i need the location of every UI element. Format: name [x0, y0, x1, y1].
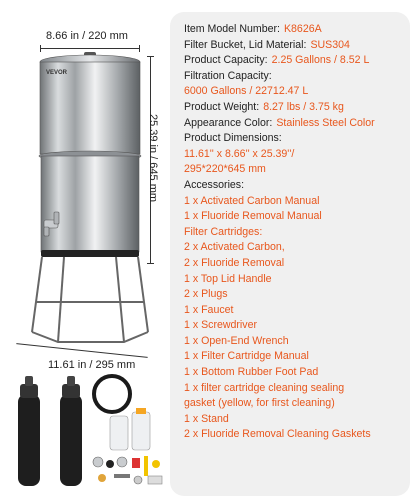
height-label: 25.39 in / 645 mm — [147, 113, 159, 203]
accessory-item: 2 x Activated Carbon, — [184, 241, 285, 254]
accessories-image — [14, 372, 170, 496]
accessory-item: 2 x Fluoride Removal — [184, 256, 285, 269]
spec-color-label: Appearance Color: — [184, 116, 273, 129]
spec-capacity-value: 2.25 Gallons / 8.52 L — [271, 54, 370, 67]
specifications-card — [170, 12, 410, 496]
spec-dimensions-value-1: 11.61'' x 8.66'' x 25.39''/ — [184, 147, 295, 160]
accessory-item: 1 x Activated Carbon Manual — [184, 194, 320, 207]
accessory-item: 1 x filter cartridge cleaning sealing — [184, 381, 345, 394]
accessory-item: 2 x Fluoride Removal Cleaning Gaskets — [184, 428, 371, 441]
accessory-item: 1 x Filter Cartridge Manual — [184, 350, 309, 363]
spec-dimensions-value-2: 295*220*645 mm — [184, 163, 266, 176]
spec-dimensions-label: Product Dimensions: — [184, 132, 282, 145]
accessory-item: 2 x Plugs — [184, 288, 228, 301]
accessory-item: Filter Cartridges: — [184, 225, 263, 238]
spec-material — [184, 38, 398, 54]
spec-model-label: Item Model Number: — [184, 23, 280, 35]
spec-filtration-value: 6000 Gallons / 22712.47 L — [184, 85, 309, 98]
spec-weight — [184, 100, 398, 116]
accessory-item: 1 x Bottom Rubber Foot Pad — [184, 366, 319, 379]
spec-color — [184, 116, 398, 132]
spec-weight-value: 8.27 lbs / 3.75 kg — [263, 100, 344, 113]
spec-weight-label: Product Weight: — [184, 100, 260, 113]
spec-color-value: Stainless Steel Color — [276, 116, 375, 129]
small-parts-icon — [93, 456, 162, 484]
accessory-item: 1 x Faucet — [184, 303, 234, 316]
accessory-item: gasket (yellow, for first cleaning) — [184, 397, 335, 410]
vevor-logo: VEVOR — [46, 70, 68, 76]
spec-capacity — [184, 53, 398, 69]
spec-material-value: SUS304 — [310, 38, 350, 51]
spec-accessories-label: Accessories: — [184, 178, 245, 191]
accessory-item: 1 x Fluoride Removal Manual — [184, 210, 322, 223]
rubber-foot-pad-icon — [94, 376, 130, 412]
top-width-label: 8.66 in / 220 mm — [46, 30, 128, 42]
base-width-label: 11.61 in / 295 mm — [48, 359, 136, 371]
accessory-item: 1 x Open-End Wrench — [184, 334, 289, 347]
top-width-dimension-line — [40, 48, 140, 49]
spec-filtration-label: Filtration Capacity: — [184, 69, 272, 82]
accessory-item: 1 x Screwdriver — [184, 319, 257, 332]
water-filter-tank-image — [14, 52, 164, 352]
spec-model-value: K8626A — [283, 23, 322, 35]
spec-capacity-label: Product Capacity: — [184, 54, 268, 67]
spec-material-label: Filter Bucket, Lid Material: — [184, 38, 307, 51]
accessory-item: 1 x Top Lid Handle — [184, 272, 272, 285]
spec-model — [184, 22, 398, 38]
black-filter-cartridges-icon — [18, 376, 82, 486]
fluoride-cartridges-icon — [110, 408, 150, 450]
accessory-item: 1 x Stand — [184, 412, 229, 425]
